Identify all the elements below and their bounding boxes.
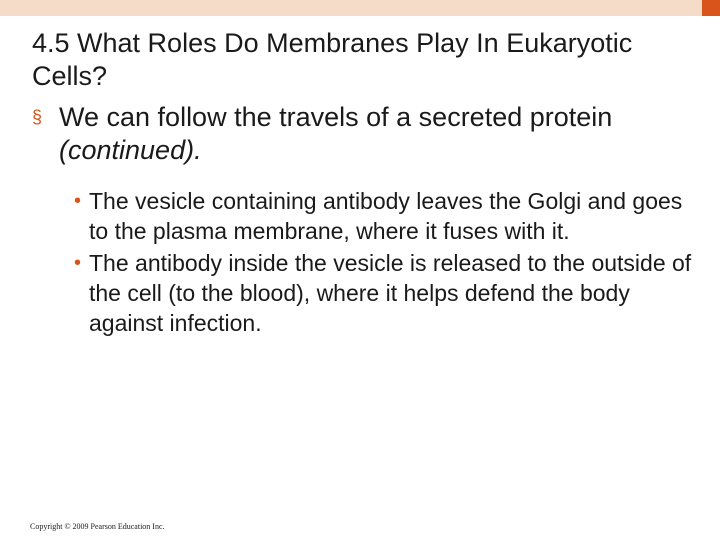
dot-bullet-icon: • — [74, 190, 82, 212]
sub-bullet-text: The antibody inside the vesicle is released to the outside of the cell (to the blood), where it helps defend the body against infection. — [89, 250, 692, 336]
main-bullet-text — [32, 101, 672, 167]
main-bullet-continued: (continued). — [59, 135, 202, 165]
top-decorative-bar — [0, 0, 720, 16]
sub-bullet-item — [74, 248, 704, 338]
copyright-footer: Copyright © 2009 Pearson Education Inc. — [30, 522, 165, 531]
sub-bullet-text: The vesicle containing antibody leaves the Golgi and goes to the plasma membrane, where it fuses with it. — [89, 188, 683, 244]
section-bullet-icon: § — [32, 107, 43, 127]
dot-bullet-icon: • — [74, 252, 82, 274]
top-bar-accent — [702, 0, 720, 16]
sub-bullet-list — [74, 186, 704, 340]
main-bullet-body: We can follow the travels of a secreted protein — [59, 102, 613, 132]
main-bullet — [32, 101, 672, 167]
slide-title: 4.5 What Roles Do Membranes Play In Eukaryotic Cells? — [32, 28, 633, 91]
sub-bullet-item — [74, 186, 704, 246]
